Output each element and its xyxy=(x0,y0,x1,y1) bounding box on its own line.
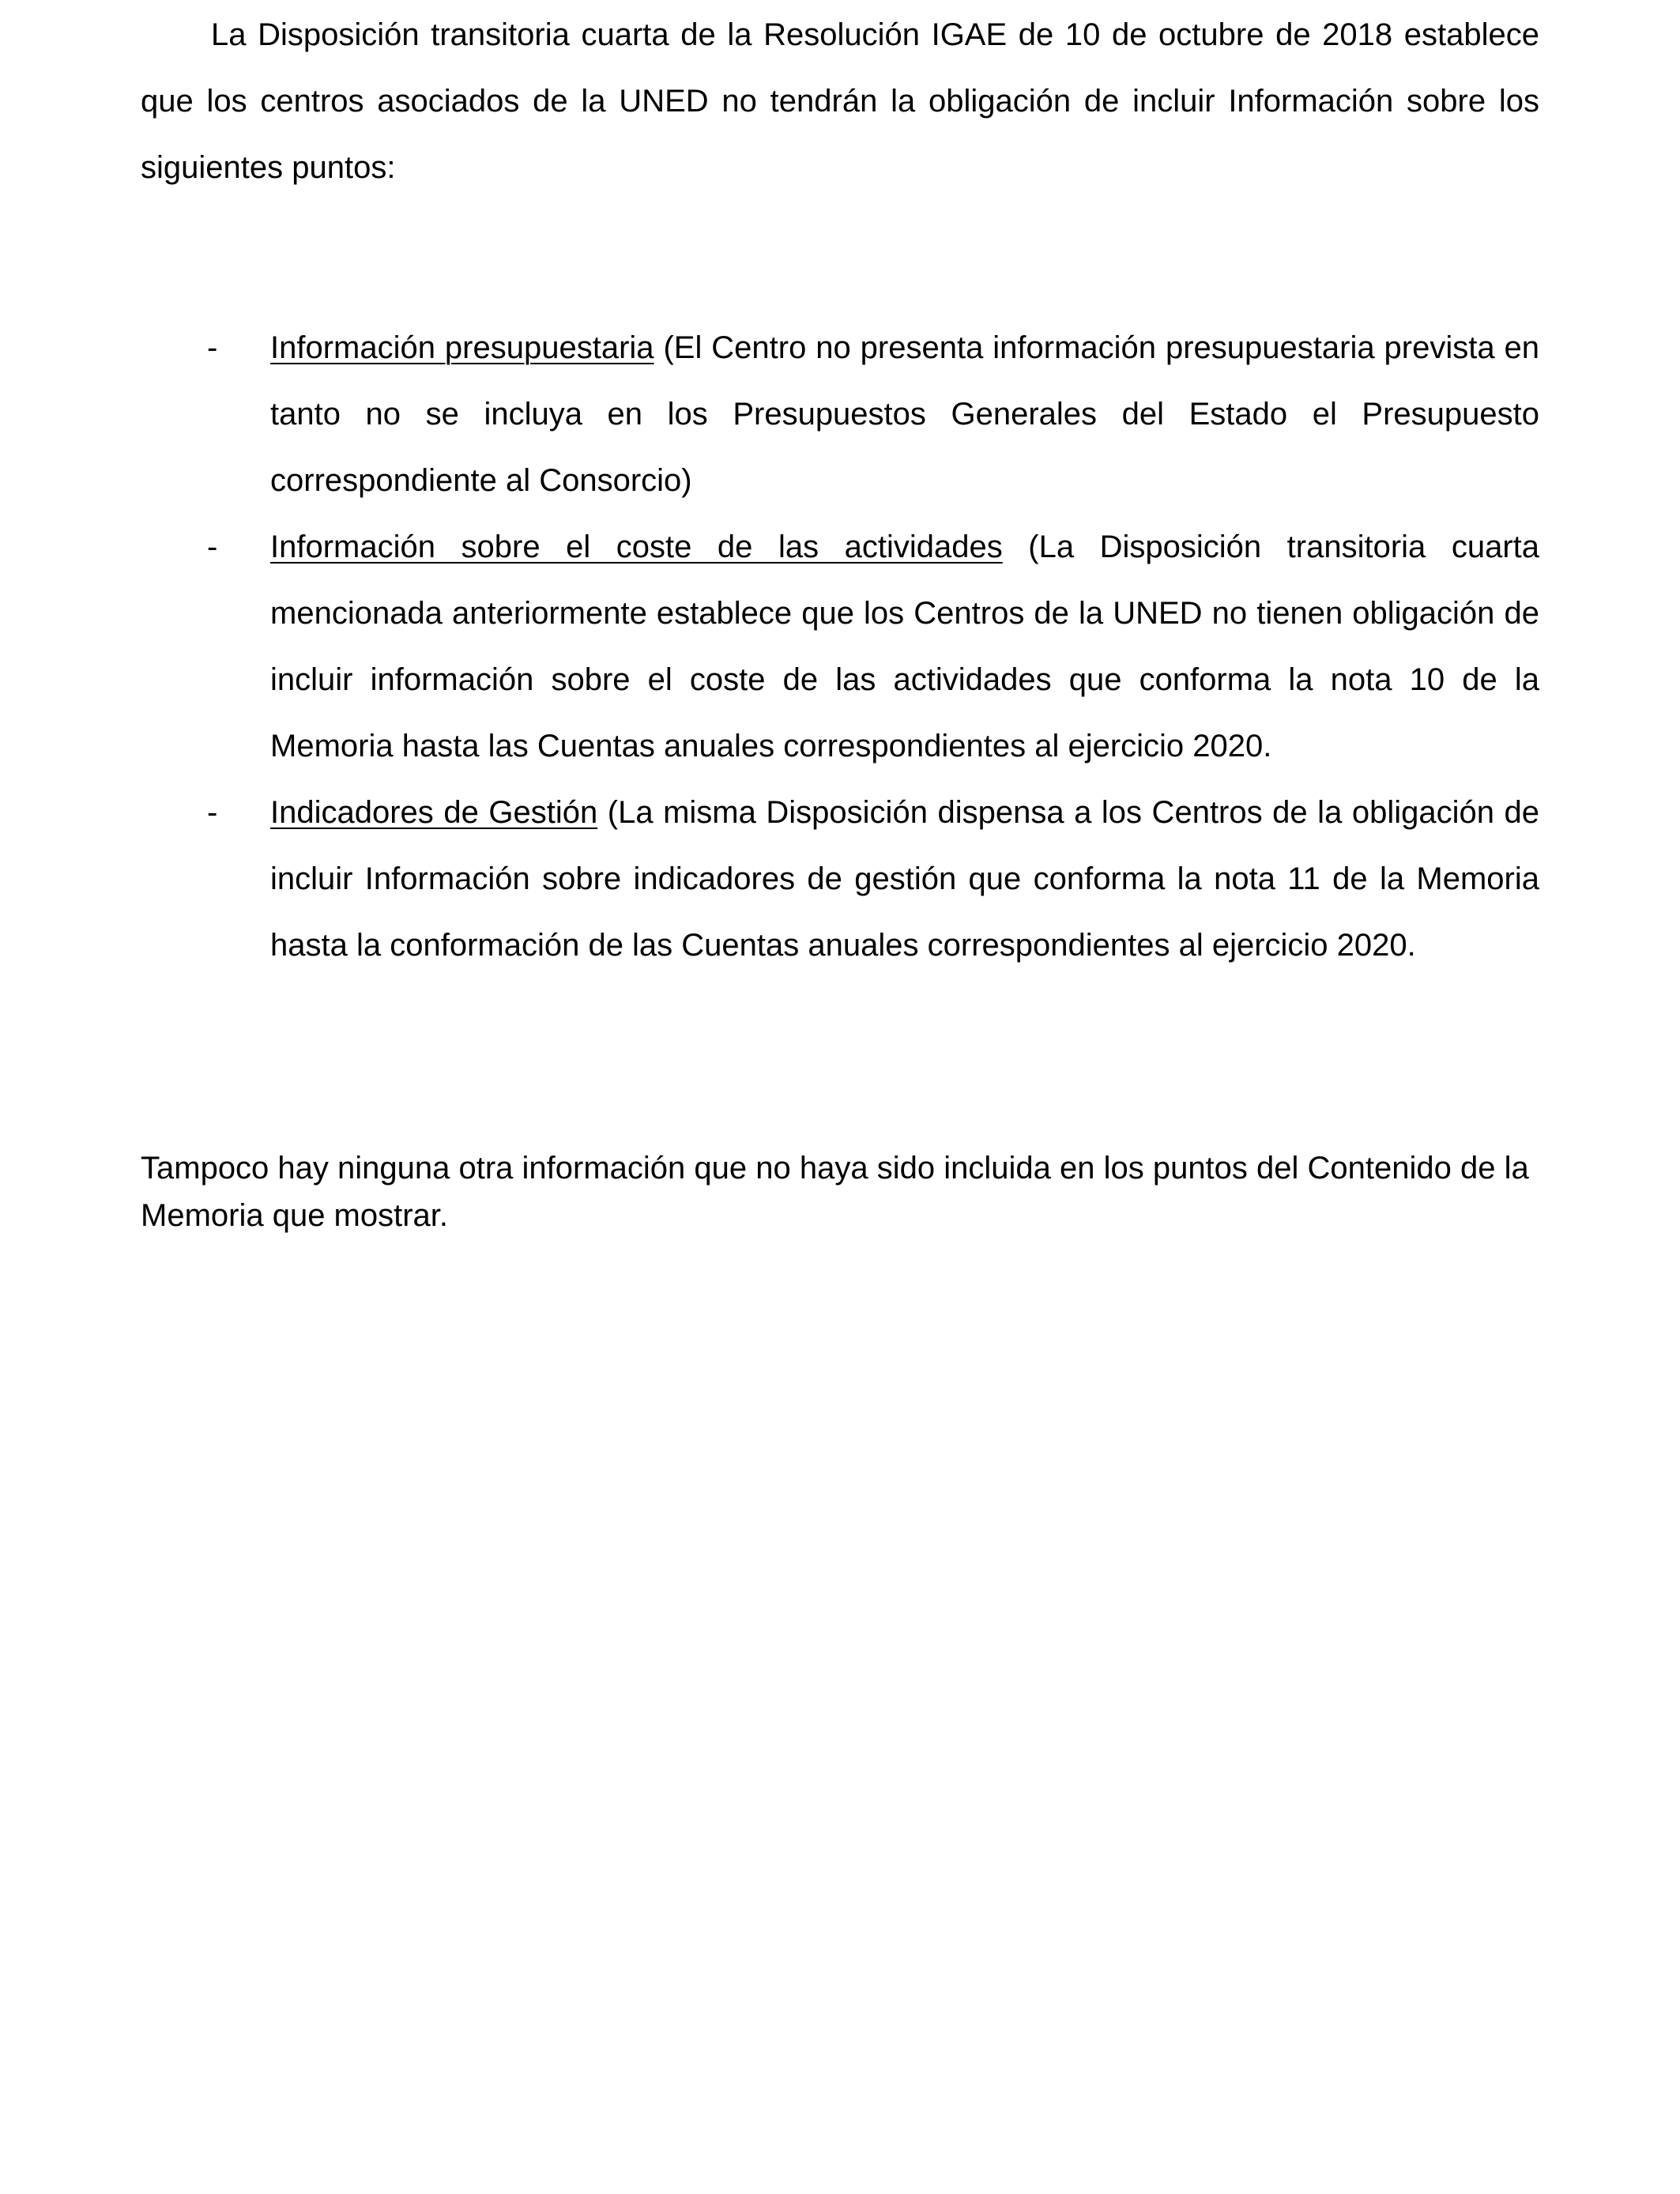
exemption-list xyxy=(141,315,1539,978)
list-item-activity-cost xyxy=(141,514,1539,779)
list-item-text: (La Disposición transitoria cuarta mencionada anteriormente establece que los Centros de la UNED no tienen obligación de incluir información sobre el coste de las actividades que conforma la nota 10 de la Memoria hasta las Cuentas anuales correspondientes al ejercicio 2020. xyxy=(270,530,1540,763)
list-item-title: Información presupuestaria xyxy=(270,330,654,365)
list-bullet: - xyxy=(207,530,218,564)
list-item-title: Indicadores de Gestión xyxy=(270,795,598,830)
list-item-text: (La misma Disposición dispensa a los Centros de la obligación de incluir Información sobre indicadores de gestión que conforma la nota 11 de la Memoria hasta la conformación de las Cuentas anuales correspondientes al ejercicio 2020. xyxy=(270,795,1540,963)
list-bullet: - xyxy=(207,795,218,830)
list-item-title: Información sobre el coste de las actividades xyxy=(270,530,1003,564)
list-bullet: - xyxy=(207,330,218,365)
closing-paragraph: Tampoco hay ninguna otra información que no haya sido incluida en los puntos del Contenido de la Memoria que mostrar. xyxy=(141,1151,1529,1233)
list-item-management-indicators xyxy=(141,779,1539,978)
list-item-budget-info xyxy=(141,315,1539,514)
intro-paragraph: La Disposición transitoria cuarta de la Resolución IGAE de 10 de octubre de 2018 establece que los centros asociados de la UNED no tendrán la obligación de incluir Información sobre los siguientes puntos: xyxy=(141,17,1539,185)
list-item-text: (El Centro no presenta información presupuestaria prevista en tanto no se incluya en los Presupuestos Generales del Estado el Presupuesto correspondiente al Consorcio) xyxy=(270,330,1539,498)
